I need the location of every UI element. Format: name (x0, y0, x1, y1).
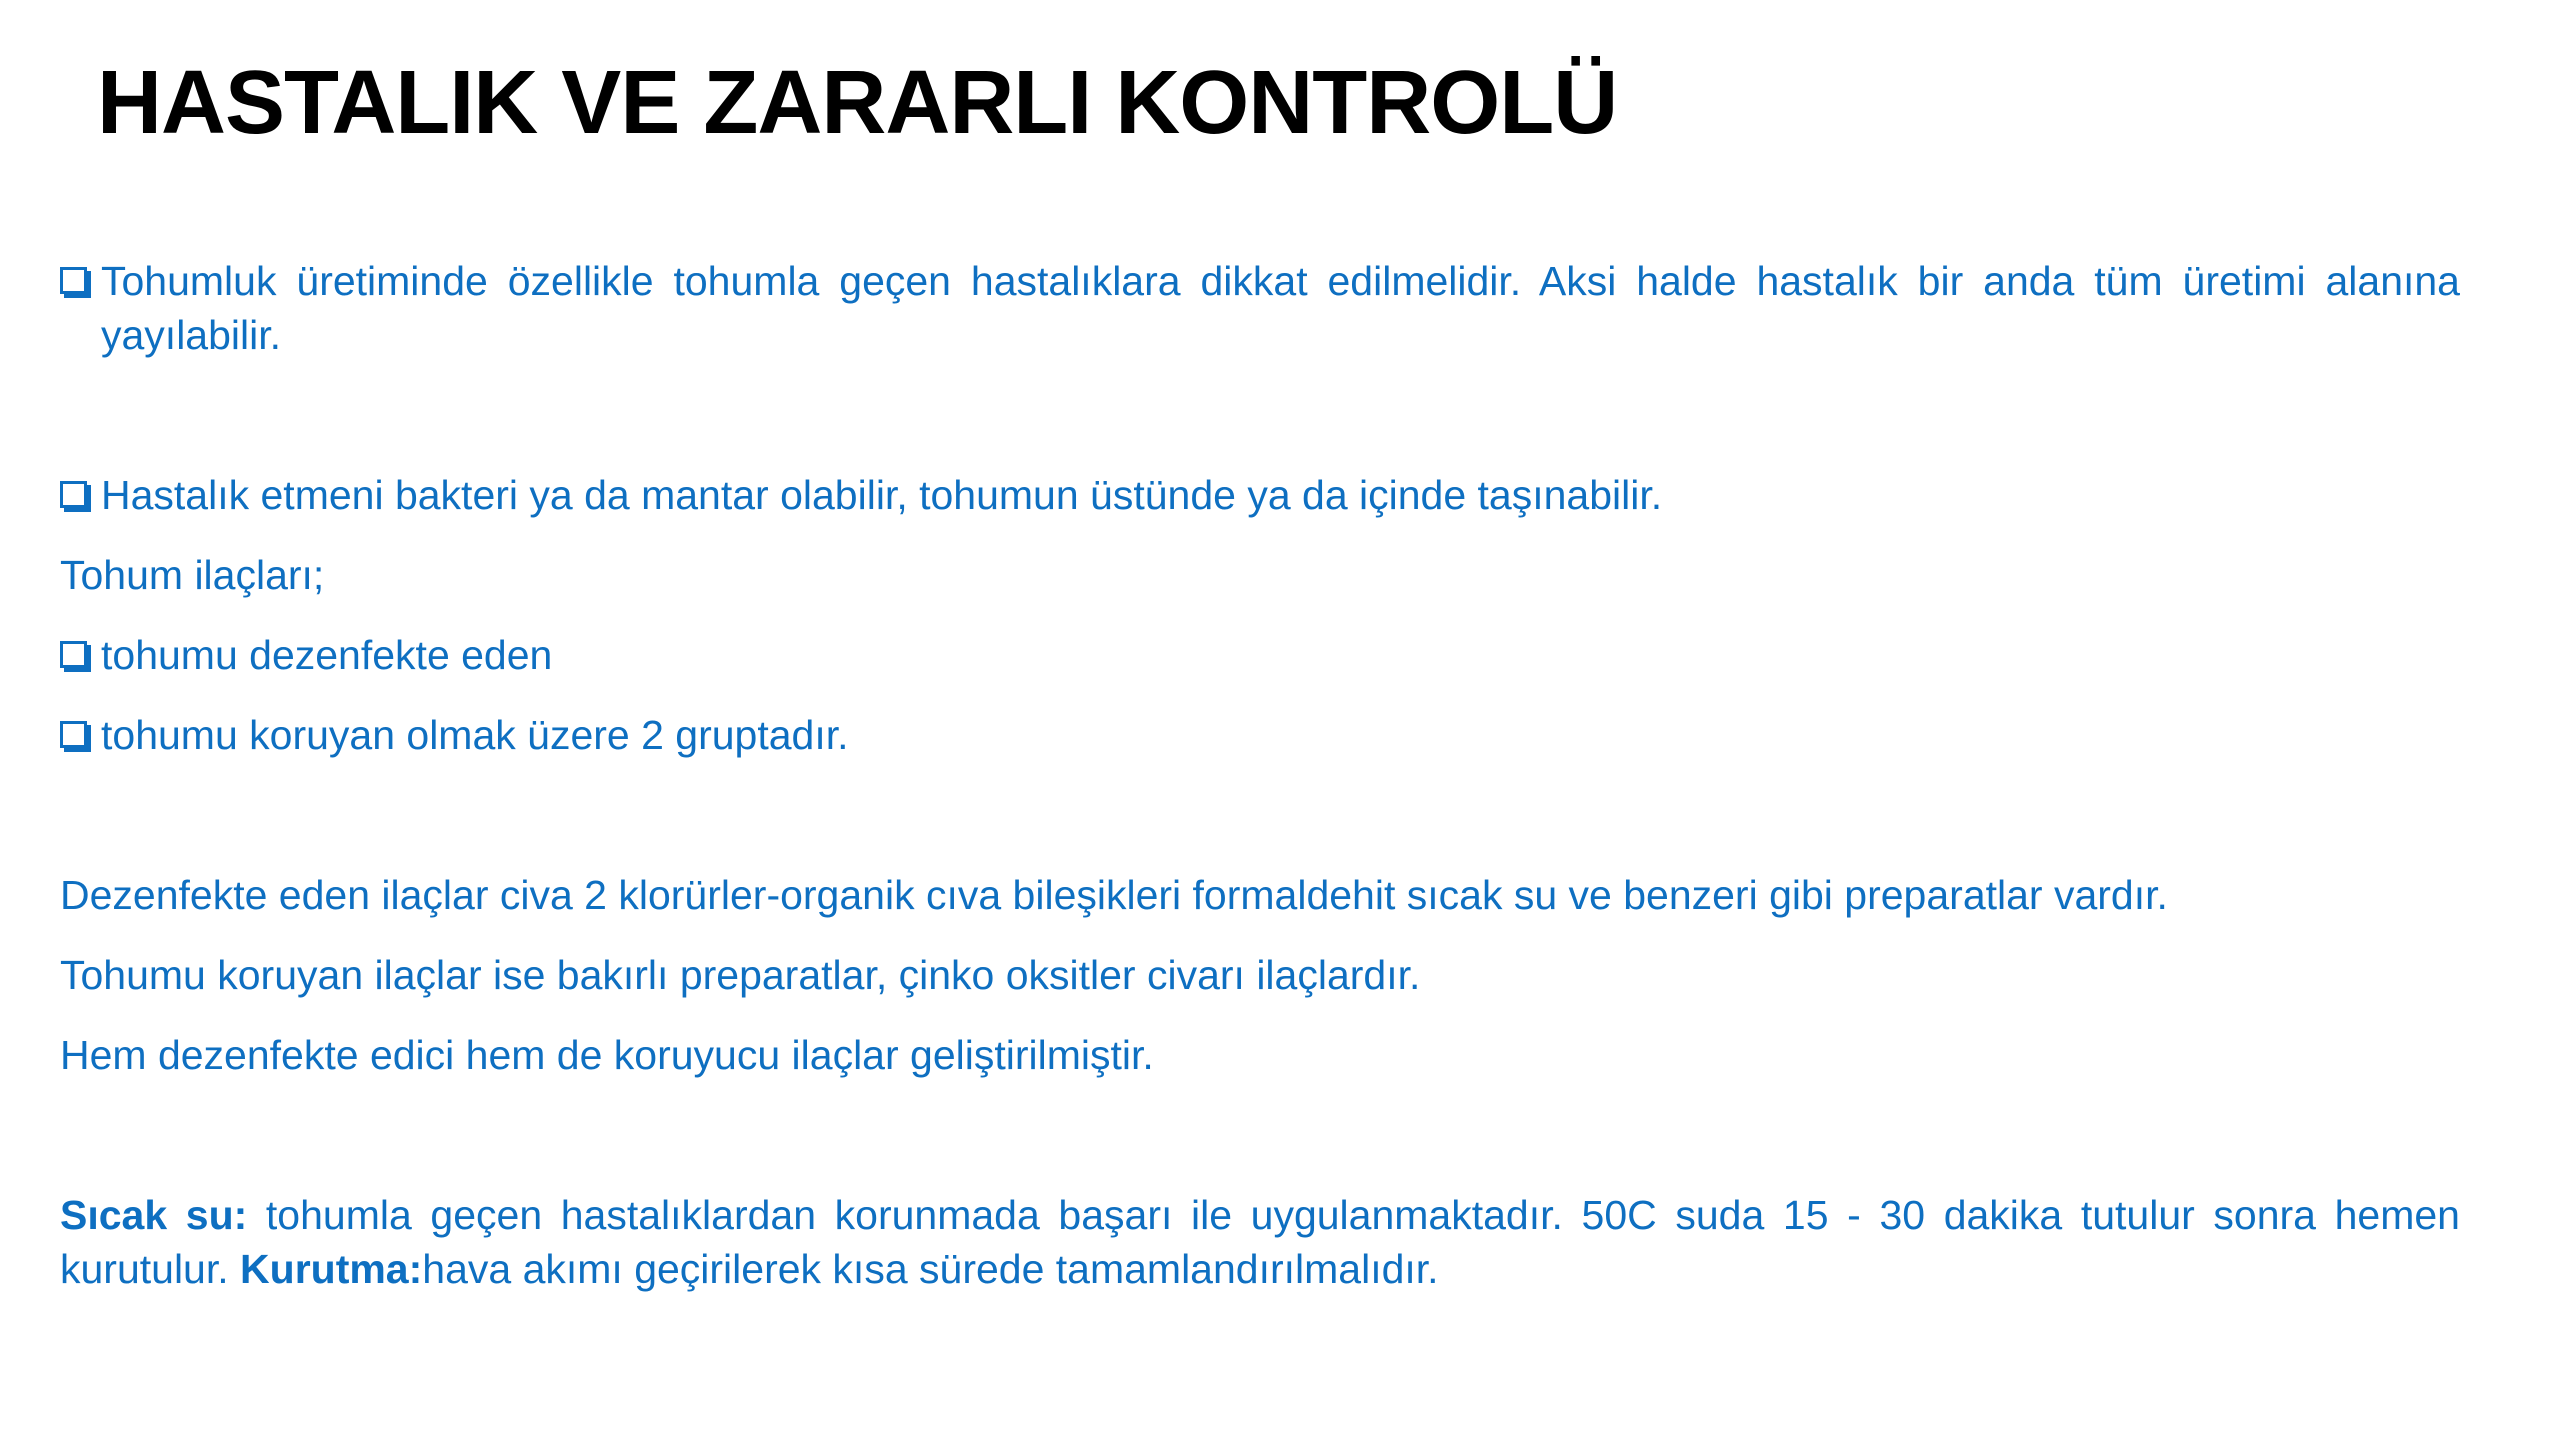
checkbox-square-icon (60, 481, 87, 508)
drying-text: hava akımı geçirilerek kısa sürede tamamlandırılmalıdır. (422, 1246, 1439, 1292)
text-both-drugs: Hem dezenfekte edici hem de koruyucu ilaçlar geliştirilmiştir. (60, 1032, 1154, 1078)
text-protecting-drugs: Tohumu koruyan ilaçlar ise bakırlı preparatlar, çinko oksitler civarı ilaçlardır. (60, 952, 1421, 998)
bullet-item-protect (60, 708, 2460, 762)
hot-water-label: Sıcak su: (60, 1192, 248, 1238)
text-disinfecting-drugs: Dezenfekte eden ilaçlar civa 2 klorürler-organik cıva bileşikleri formaldehit sıcak su ve benzeri gibi preparatlar vardır. (60, 872, 2168, 918)
paragraph-hot-water (60, 1188, 2460, 1296)
text-seed-drugs: Tohum ilaçları; (60, 552, 325, 598)
bullet-text-disinfect: tohumu dezenfekte eden (101, 632, 553, 678)
bullet-text-protect: tohumu koruyan olmak üzere 2 gruptadır. (101, 712, 849, 758)
bullet-item-seed-disease (60, 254, 2460, 362)
slide-title: HASTALIK VE ZARARLI KONTROLÜ (97, 53, 1618, 153)
drying-label: Kurutma: (240, 1246, 423, 1292)
checkbox-square-icon (60, 721, 87, 748)
bullet-item-pathogen (60, 468, 2460, 522)
bullet-item-disinfect (60, 628, 2460, 682)
bullet-text-pathogen: Hastalık etmeni bakteri ya da mantar olabilir, tohumun üstünde ya da içinde taşınabilir. (101, 472, 1663, 518)
hot-water-text: tohumla geçen hastalıklardan korunmada başarı ile uygulanmaktadır. 50C suda 15 - 30 dakika tutulur sonra hemen kurutulur. (60, 1192, 2460, 1292)
checkbox-square-icon (60, 267, 87, 294)
bullet-text-seed-disease: Tohumluk üretiminde özellikle tohumla geçen hastalıklara dikkat edilmelidir. Aksi halde hastalık bir anda tüm üretimi alanına yayılabilir. (101, 258, 2460, 358)
checkbox-square-icon (60, 641, 87, 668)
